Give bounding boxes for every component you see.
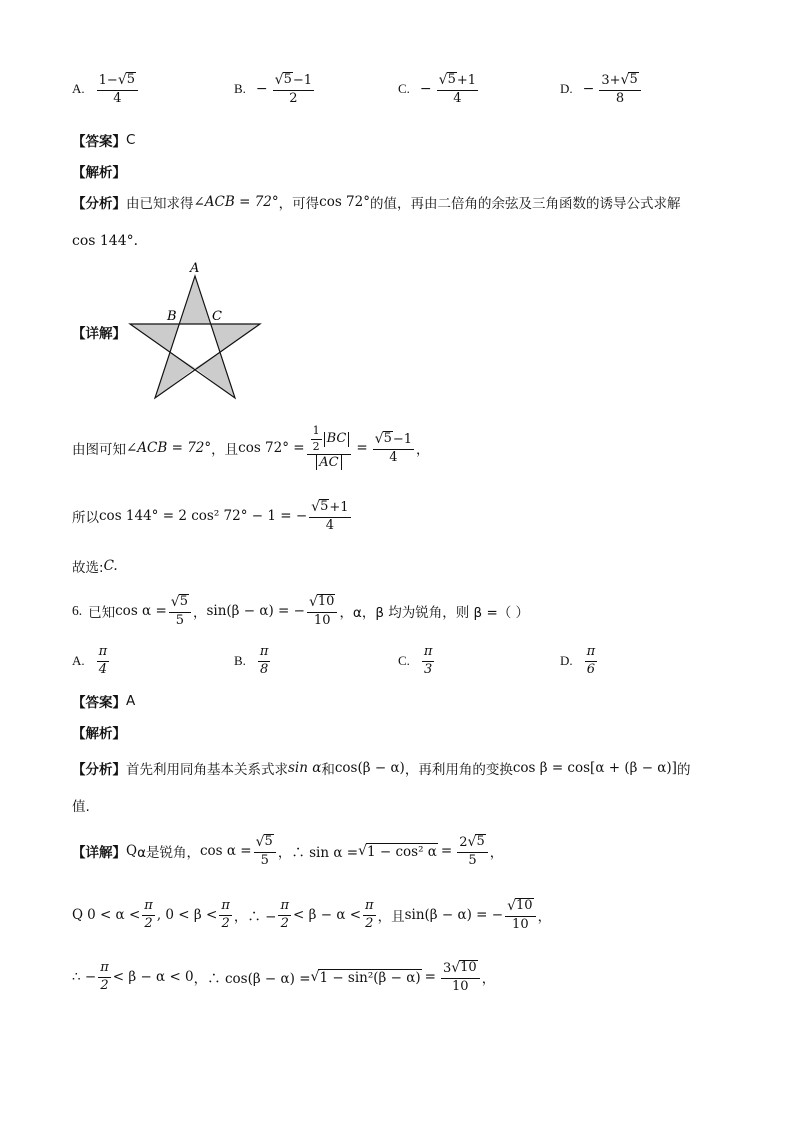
q5-detail-ratio: $\frac{1}{2}$ BC AC	[307, 425, 352, 471]
q5-choose: 故选: C.	[72, 558, 118, 576]
star-label-b: B	[167, 309, 177, 324]
q5-detail-result: √ 5 −1 4	[374, 430, 413, 465]
star-label-c: C	[212, 309, 222, 324]
q5-option-a: A. 1− √ 5 4	[72, 72, 234, 107]
q6-analysis-label: 【解析】	[72, 726, 126, 742]
q6-options	[72, 645, 692, 678]
q6-detail-line2: Q 0 < α < $\frac{\pi}{2}$ , 0 < β < $\frac{\pi}{2}$ ，∴ − $\frac{\pi}{2}$ < β − α < $\frac{\pi}{2}$ ，且 sin(β − α) = − √ 10 10 ，	[72, 898, 552, 932]
q5-option-a-fraction: 1− √ 5 4	[97, 72, 138, 107]
q5-options	[72, 72, 692, 107]
q6-option-c: C. $\frac{\pi}{3}$	[398, 644, 433, 677]
star-figure	[120, 256, 270, 406]
q5-option-d: D. − 3+ √ 5 8	[560, 72, 643, 107]
q6-sin-fraction: √ 10 10	[307, 594, 337, 629]
q5-option-c: C. − √ 5 +1 4	[398, 72, 477, 106]
q5-detail-line2: 所以 cos 144° = 2 cos² 72° − 1 = − √ 5 +1 4	[72, 499, 349, 533]
q5-detail-line2-fraction: √ 5 +1 4	[311, 499, 349, 533]
q6-cos-fraction: √ 5 5	[169, 594, 191, 629]
q6-fenxi: 【分析】 首先利用同角基本关系式求 sin α 和 cos(β − α) ，再利用角的变换 cos β = cos[α + (β − α)] 的	[72, 760, 691, 778]
q6-detail-line1: 【详解】 Q α是锐角， cos α = √ 5 5 ，∴ sin α = √ 1 − cos² α = 2 √ 5 5 ，	[72, 834, 504, 868]
q5-fenxi: 【分析】 由已知求得 ∠ACB = 72° ，可得 cos 72° 的值，再由二倍角的余弦及三角函数的诱导公式求解	[72, 194, 681, 212]
star-label-a: A	[190, 261, 200, 276]
q5-detail-line1: 由图可知 ∠ACB = 72° ，且 cos 72° = $\frac{1}{2}$ BC AC = √ 5 −1 4 ，	[72, 424, 430, 471]
q5-option-b: B. − √ 5 −1 2	[234, 72, 313, 106]
q6-option-b: B. $\frac{\pi}{8}$	[234, 644, 269, 677]
q5-option-c-fraction: √ 5 +1 4	[438, 72, 477, 106]
q5-option-d-fraction: 3+ √ 5 8	[599, 72, 640, 107]
q5-analysis-label: 【解析】	[72, 165, 126, 181]
q6-stem: 6. 已知 cos α = √ 5 5 ， sin(β − α) = − √ 10 10 ，α，β 均为锐角，则 β =（ ）	[72, 594, 530, 628]
q6-fenxi-line2: 值.	[72, 799, 90, 815]
q5-detail-label: 【详解】	[72, 326, 126, 342]
q5-answer: 【答案】 C	[72, 132, 136, 150]
q5-fenxi-line2: cos 144°．	[72, 233, 148, 249]
q6-detail-line3: ∴ − $\frac{\pi}{2}$ < β − α < 0 ，∴ cos(β − α) = √ 1 − sin²(β − α) = 3 √ 10 10 ，	[72, 960, 496, 994]
q6-option-d: D. $\frac{\pi}{6}$	[560, 644, 596, 677]
q5-option-b-fraction: √ 5 −1 2	[274, 72, 313, 106]
q6-answer: 【答案】 A	[72, 693, 136, 711]
q6-option-a: A. $\frac{\pi}{4}$	[72, 644, 108, 677]
